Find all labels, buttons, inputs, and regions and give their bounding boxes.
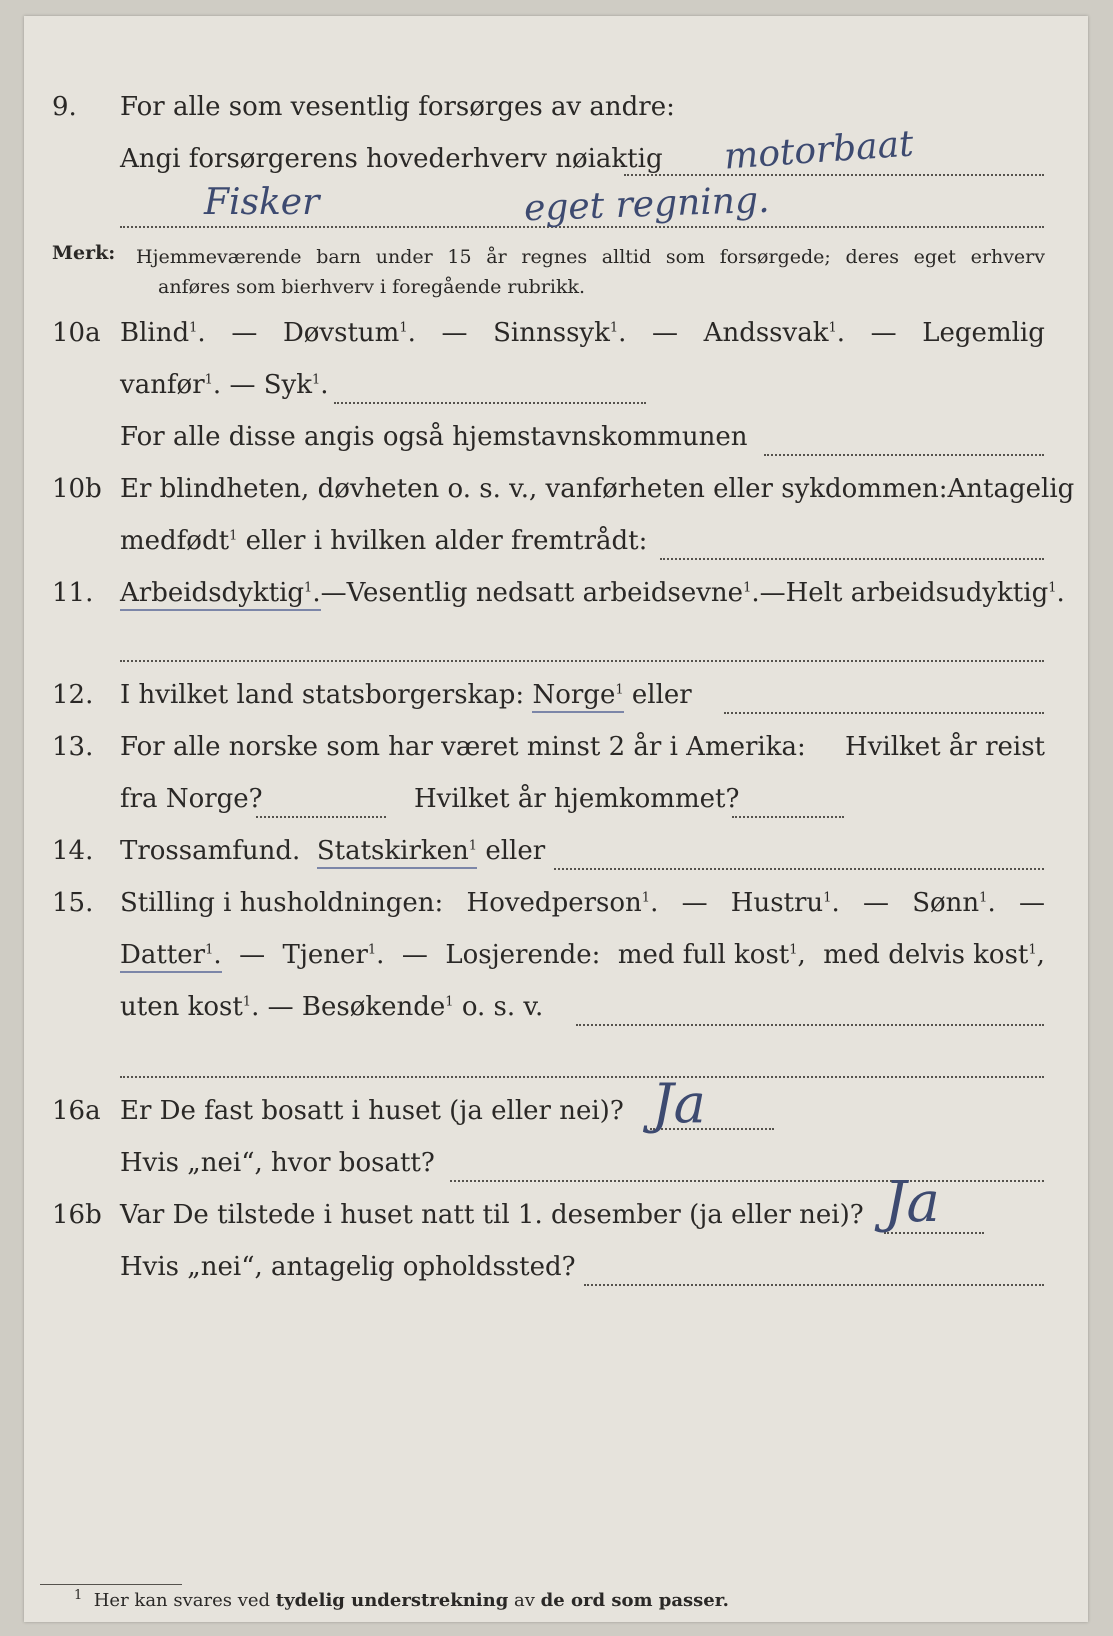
merk-line-2: anføres som bierhverv i foregående rubrikk. — [158, 276, 586, 298]
q16b-sub-line[interactable] — [584, 1284, 1044, 1286]
option-vanfor[interactable]: vanfør$^1$. — [120, 370, 222, 400]
q13-reist-label: fra Norge? — [120, 784, 263, 814]
option-norge[interactable]: Norge$^1$ — [532, 680, 623, 713]
q15-answer-line[interactable] — [576, 1024, 1044, 1026]
option-dovstum[interactable]: Døvstum$^1$. — [282, 318, 416, 348]
q9-answer-line[interactable] — [624, 174, 1044, 176]
q12-label: I hvilket land statsborgerskap: Norge$^1$ eller — [120, 680, 692, 710]
q16a-handwritten: Ja — [652, 1072, 706, 1135]
q15-line3: uten kost$^1$. — Besøkende$^1$ o. s. v. — [120, 992, 544, 1022]
q9-sub-row — [24, 123, 1088, 184]
q10a-hjemstavn-label: For alle disse angis også hjemstavnskommunen — [120, 422, 748, 452]
q9-number: 9. — [52, 92, 77, 122]
q16b-number: 16b — [52, 1200, 102, 1230]
option-arbeidsdyktig[interactable]: Arbeidsdyktig$^1$. — [120, 578, 321, 611]
q16b-row2 — [24, 1252, 1088, 1292]
q14-number: 14. — [52, 836, 94, 866]
q12-number: 12. — [52, 680, 94, 710]
merk-text — [136, 242, 1045, 302]
footnote: $^1$ Her kan svares ved tydelig understrekning av de ord som passer. — [74, 1588, 729, 1611]
q9-line2-row — [24, 179, 1088, 234]
option-hovedperson[interactable]: Hovedperson$^1$. — [466, 888, 659, 918]
q12-answer-line[interactable] — [724, 712, 1044, 714]
q12-row — [24, 680, 1088, 720]
option-legemlig[interactable]: Legemlig — [922, 318, 1045, 348]
q16a-sub-label: Hvis „nei“, hvor bosatt? — [120, 1148, 435, 1178]
option-datter[interactable]: Datter$^1$. — [120, 940, 222, 973]
option-nedsatt[interactable]: Vesentlig nedsatt arbeidsevne$^1$. — [346, 578, 760, 608]
q15-row3 — [24, 992, 1088, 1032]
option-sinnssyk[interactable]: Sinnssyk$^1$. — [493, 318, 627, 348]
q15-line1: Stilling i husholdningen: Hovedperson$^1$. — Hustru$^1$. — Sønn$^1$. — — [120, 888, 1045, 918]
q14-row — [24, 836, 1088, 876]
option-delvis-kost[interactable]: med delvis kost$^1$, — [823, 940, 1045, 970]
q10b-number: 10b — [52, 474, 102, 504]
q9-sub-label: Angi forsørgerens hovederhverv nøiaktig — [120, 144, 663, 174]
q16b-sub-label: Hvis „nei“, antagelig opholdssted? — [120, 1252, 576, 1282]
q13-row2 — [24, 784, 1088, 824]
option-uten-kost[interactable]: uten kost$^1$. — [120, 992, 260, 1022]
option-andssvak[interactable]: Andssvak$^1$. — [703, 318, 846, 348]
q10b-label: Er blindheten, døvheten o. s. v., vanførheten eller sykdommen: Antagelig — [120, 474, 1075, 504]
q15-number: 15. — [52, 888, 94, 918]
q10b-answer-line[interactable] — [660, 558, 1044, 560]
q10a-row3 — [24, 422, 1088, 462]
q10a-row2 — [24, 370, 1088, 410]
q15-answer-line-2[interactable] — [120, 1076, 1044, 1078]
q10a-options: Blind$^1$. — Døvstum$^1$. — Sinnssyk$^1$. — Andssvak$^1$. — Legemlig — [120, 318, 1045, 348]
merk-note — [24, 242, 1088, 304]
q15-line2: Datter$^1$. — Tjener$^1$. — Losjerende: med full kost$^1$, med delvis kost$^1$, — [120, 940, 1045, 973]
q13-row — [24, 732, 1088, 772]
q11-number: 11. — [52, 578, 94, 608]
option-full-kost[interactable]: med full kost$^1$, — [617, 940, 806, 970]
option-sonn[interactable]: Sønn$^1$. — [912, 888, 996, 918]
q10b-row2 — [24, 526, 1088, 566]
census-form-page — [24, 16, 1088, 1622]
q11-line-row — [24, 628, 1088, 668]
q13-number: 13. — [52, 732, 94, 762]
option-syk[interactable]: Syk$^1$. — [263, 370, 329, 400]
q13-hjemkommet-line[interactable] — [732, 816, 844, 818]
q16a-row — [24, 1072, 1088, 1136]
q11-options: Arbeidsdyktig$^1$. — Vesentlig nedsatt arbeidsevne$^1$. — Helt arbeidsudyktig$^1$. — [120, 578, 1045, 611]
option-hustru[interactable]: Hustru$^1$. — [730, 888, 840, 918]
q9-handwritten-1: motorbaat — [722, 123, 915, 178]
q10a-syk-line[interactable] — [334, 402, 646, 404]
q15-row2 — [24, 940, 1088, 980]
q16a-sub-line[interactable] — [450, 1180, 1044, 1182]
q16b-row — [24, 1170, 1088, 1240]
q13-label: For alle norske som har været minst 2 år i Amerika: Hvilket år reist — [120, 732, 1045, 762]
q9-row — [24, 92, 1088, 132]
option-statskirken[interactable]: Statskirken$^1$ — [317, 836, 477, 869]
q11-answer-line[interactable] — [120, 660, 1044, 662]
q14-answer-line[interactable] — [554, 868, 1044, 870]
q13-reist-line[interactable] — [256, 816, 386, 818]
q9-handwritten-2: Fisker — [204, 182, 320, 223]
q10a-number: 10a — [52, 318, 101, 348]
footnote-rule — [40, 1584, 182, 1585]
option-besokende[interactable]: Besøkende$^1$ — [301, 992, 454, 1022]
q16a-number: 16a — [52, 1096, 101, 1126]
option-blind[interactable]: Blind$^1$. — [120, 318, 206, 348]
option-arbeidsudyktig[interactable]: Helt arbeidsudyktig$^1$. — [785, 578, 1065, 608]
q15-row — [24, 888, 1088, 928]
q14-label: Trossamfund. Statskirken$^1$ eller — [120, 836, 545, 866]
q11-row — [24, 578, 1088, 618]
q13-hjemkommet-label: Hvilket år hjemkommet? — [414, 784, 740, 814]
q10a-row2-options: vanfør$^1$. — Syk$^1$. — [120, 370, 329, 400]
option-tjener[interactable]: Tjener$^1$. — [282, 940, 385, 970]
q10a-hjemstavn-line[interactable] — [764, 454, 1044, 456]
q16a-label: Er De fast bosatt i huset (ja eller nei)? — [120, 1096, 624, 1126]
q15-line-row — [24, 1044, 1088, 1084]
q10b-label-2: medfødt$^1$ eller i hvilken alder fremtrådt: — [120, 526, 648, 556]
q10b-row — [24, 474, 1088, 514]
q16b-label: Var De tilstede i huset natt til 1. desember (ja eller nei)? — [120, 1200, 864, 1230]
merk-label: Merk: — [52, 242, 116, 264]
q10a-row — [24, 318, 1088, 358]
merk-line-1: Hjemmeværende barn under 15 år regnes alltid som forsørgede; deres eget erhverv — [136, 246, 1045, 268]
q9-label: For alle som vesentlig forsørges av andre: — [120, 92, 675, 122]
q9-handwritten-3: eget regning. — [523, 179, 771, 230]
q16b-handwritten: Ja — [884, 1170, 940, 1235]
